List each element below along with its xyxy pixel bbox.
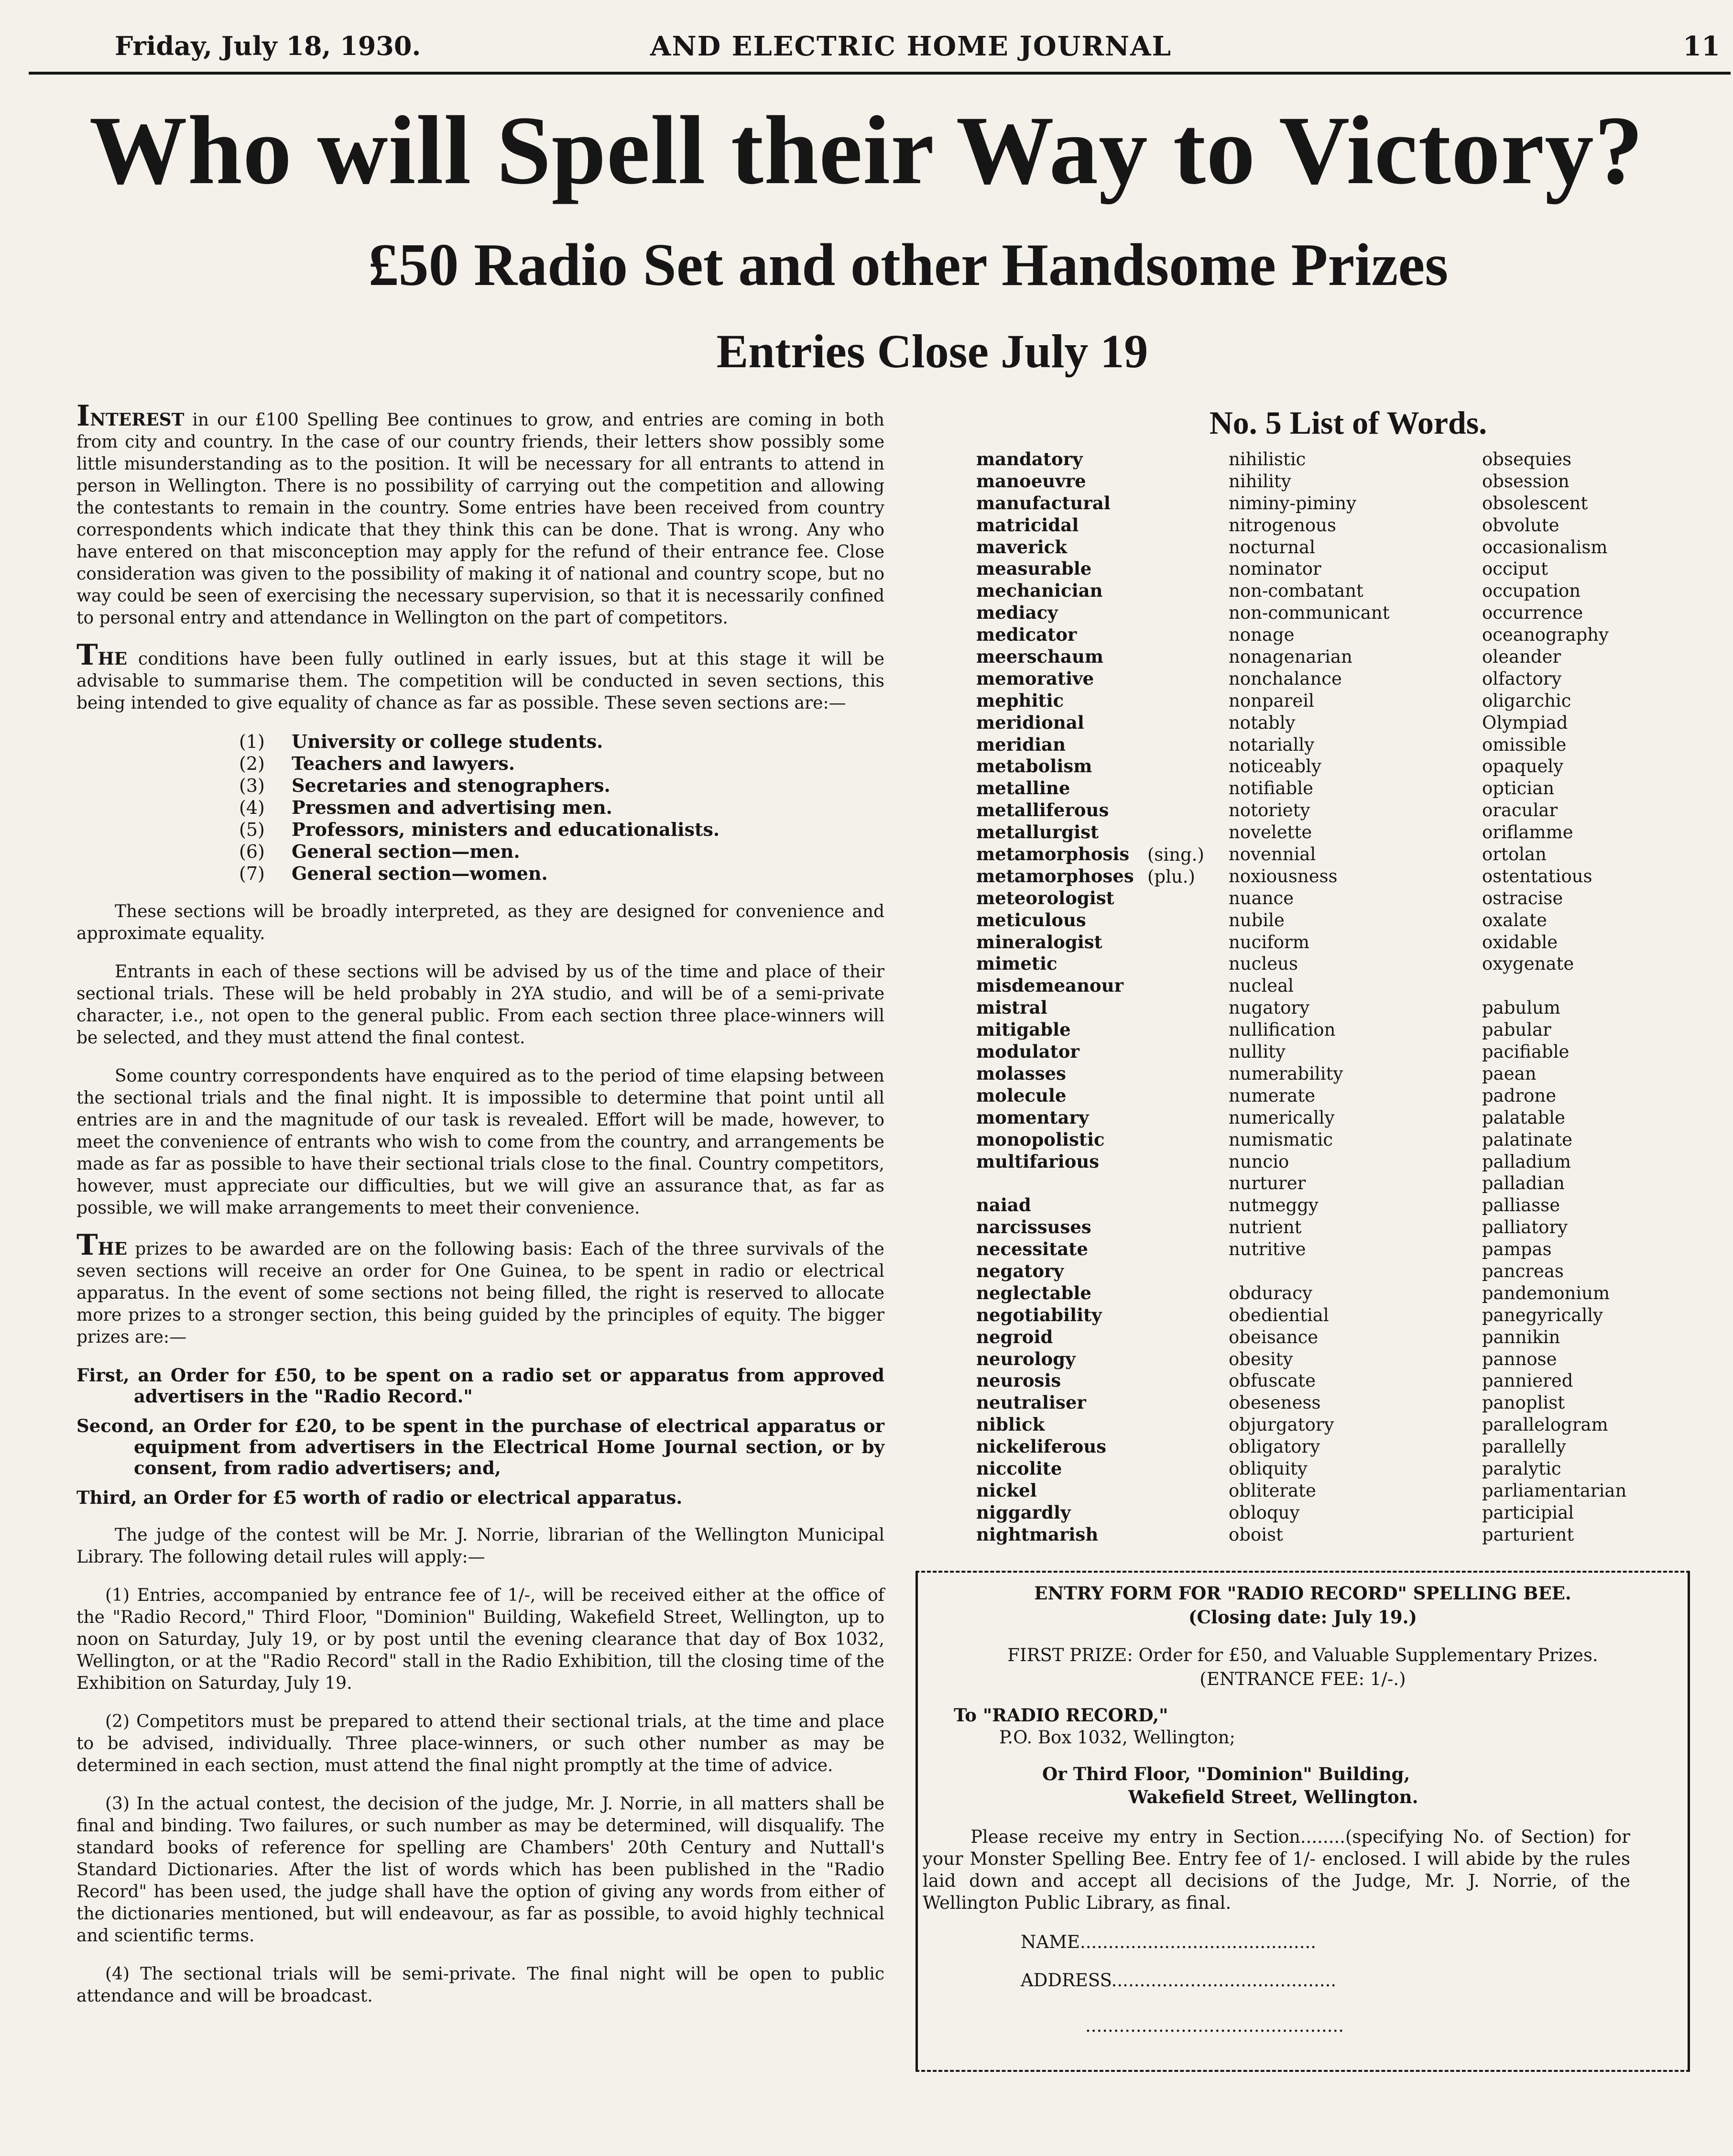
word-item: pampas (1482, 1239, 1552, 1260)
word-item: negroid (976, 1326, 1053, 1347)
word-item: necessitate (976, 1238, 1088, 1260)
lead-caps: HE (98, 1239, 128, 1259)
word-item: manoeuvre (976, 470, 1086, 492)
form-to: To "RADIO RECORD," (954, 1705, 1168, 1726)
name-field[interactable] (1021, 1931, 1316, 1953)
word-item: obloquy (1229, 1502, 1300, 1523)
word-item: nullity (1229, 1041, 1286, 1062)
drop-cap: T (76, 1228, 98, 1262)
word-item: metamorphoses (976, 865, 1134, 886)
word-item: obediential (1229, 1304, 1329, 1325)
word-item: metamorphosis (976, 843, 1130, 865)
word-item: nuciform (1229, 931, 1309, 952)
word-item: obliquity (1229, 1458, 1308, 1479)
section-item (239, 753, 884, 775)
word-item: nullification (1229, 1019, 1336, 1040)
word-item: numerically (1229, 1107, 1335, 1128)
word-item: ortolan (1482, 844, 1547, 865)
third-prize: Third, an Order for £5 worth of radio or electrical apparatus. (76, 1487, 683, 1508)
issue-date: Friday, July 18, 1930. (115, 31, 421, 61)
word-item: notifiable (1229, 778, 1313, 799)
word-item: negotiability (976, 1304, 1102, 1325)
header-rule (29, 72, 1731, 75)
word-item: maverick (976, 536, 1067, 558)
entry-form (916, 1571, 1690, 2072)
paragraph-text: conditions have been fully outlined in early issues, but at this stage it will be advisable to summarise them. The competition will be conducted in seven sections, this being intended to give equality of chance as far as possible. These seven sections are:— (76, 649, 884, 713)
word-item: mediacy (976, 602, 1058, 624)
word-item: metallurgist (976, 821, 1099, 843)
form-fee: (ENTRANCE FEE: 1/-.) (1199, 1669, 1406, 1689)
address-label: ADDRESS (1021, 1970, 1112, 1991)
word-gap (1229, 1260, 1477, 1282)
word-item: non-combatant (1229, 580, 1363, 602)
word-item: palatinate (1482, 1129, 1572, 1150)
article-body (76, 399, 884, 2024)
section-number: (7) (239, 863, 265, 884)
word-list-title: No. 5 List of Words. (1209, 405, 1487, 441)
address-dots: ........................................ (1111, 1970, 1337, 1991)
word-item: occasionalism (1482, 536, 1608, 558)
word-column-1 (976, 449, 1225, 1546)
word-item: pabular (1482, 1019, 1551, 1040)
word-item: panniered (1482, 1370, 1573, 1391)
word-item: numismatic (1229, 1129, 1333, 1150)
section-item (239, 863, 884, 885)
word-item: obsolescent (1482, 492, 1588, 514)
name-label: NAME (1021, 1932, 1080, 1952)
word-item: mandatory (976, 449, 1083, 470)
word-item: neurology (976, 1348, 1076, 1369)
word-item: nonpareil (1229, 690, 1314, 711)
word-item: nugatory (1229, 997, 1310, 1018)
word-item: palladium (1482, 1151, 1571, 1172)
word-item: memorative (976, 668, 1094, 689)
word-item: metalliferous (976, 799, 1109, 821)
rule-1: (1) Entries, accompanied by entrance fee of 1/-, will be received either at the office of the "Radio Record," Third Floor, "Dominion" Building, Wakefield Street, Wellington, up to noon on Saturday, July 19, or by post until the evening clearance that day of Box 1032, Wellington, or at the "Radio Record" stall in the Radio Exhibition, till the closing time of the Exhibition on Saturday, July 19. (76, 1586, 884, 1693)
word-item: parliamentarian (1482, 1480, 1627, 1501)
word-item: padrone (1482, 1085, 1557, 1106)
word-item: oligarchic (1482, 690, 1571, 711)
word-item: numerability (1229, 1063, 1343, 1084)
word-item: narcissuses (976, 1216, 1091, 1238)
word-item: mistral (976, 997, 1047, 1018)
word-item: nuncio (1229, 1151, 1289, 1172)
word-item: obesity (1229, 1348, 1293, 1369)
word-item: obeseness (1229, 1392, 1321, 1413)
word-item: paralytic (1482, 1458, 1561, 1479)
section-number: (4) (239, 797, 265, 818)
word-item: palliatory (1482, 1217, 1568, 1238)
word-item: niblick (976, 1414, 1045, 1435)
word-item: Olympiad (1482, 712, 1568, 733)
word-item: paean (1482, 1063, 1537, 1084)
word-item: oleander (1482, 646, 1561, 668)
word-item: nuance (1229, 887, 1294, 908)
word-item: nominator (1229, 558, 1321, 580)
lead-caps: NTEREST (90, 410, 185, 430)
word-item: monopolistic (976, 1128, 1105, 1150)
address-field[interactable] (1021, 1970, 1336, 1992)
word-item: neurosis (976, 1370, 1061, 1391)
word-item: nonagenarian (1229, 646, 1352, 668)
word-item: mimetic (976, 953, 1057, 974)
word-item: meridian (976, 733, 1066, 755)
word-item: neglectable (976, 1282, 1091, 1303)
paragraph-3: These sections will be broadly interpreted, as they are designed for convenience and approximate equality. (76, 902, 884, 943)
subheadline: £50 Radio Set and other Handsome Prizes (368, 232, 1449, 298)
word-item: nutritive (1229, 1239, 1306, 1260)
word-gap (1482, 975, 1731, 997)
word-item: novelette (1229, 822, 1312, 843)
word-item: notoriety (1229, 800, 1310, 821)
sections-list (76, 731, 884, 885)
second-prize: Second, an Order for £20, to be spent in the purchase of electrical apparatus or equipment from advertisers in the Electrical Home Journal section, or by consent, from radio advertisers; and, (76, 1415, 884, 1478)
plural-note: (plu.) (1147, 866, 1195, 887)
form-first-prize: FIRST PRIZE: Order for £50, and Valuable Supplementary Prizes. (1007, 1645, 1598, 1665)
page-number: 11 (1683, 31, 1720, 62)
word-item: misdemeanour (976, 975, 1124, 996)
rule-3: (3) In the actual contest, the decision of the judge, Mr. J. Norrie, in all matters shall be final and binding. Two failures, or such number as may be determined, will disqualify. The standard books of reference for spelling are Chambers' 20th Century and Nuttall's Standard Dictionaries. After the list of words which has been published in the "Radio Record" has been used, the judge shall have the option of giving any words from either of the dictionaries mentioned, but will endeavour, as far as possible, to avoid highly technical and scientific terms. (76, 1794, 884, 1946)
section-label: Teachers and lawyers. (292, 753, 515, 774)
form-box: P.O. Box 1032, Wellington; (999, 1727, 1235, 1748)
word-item: meerschaum (976, 646, 1104, 668)
word-item: obligatory (1229, 1436, 1320, 1457)
form-title: ENTRY FORM FOR "RADIO RECORD" SPELLING BEE. (1034, 1583, 1571, 1604)
section-number: (2) (239, 753, 265, 774)
paragraph-text: in our £100 Spelling Bee continues to grow, and entries are coming in both from city and country. In the case of our country friends, their letters show possibly some little misunderstanding as to the position. It will be necessary for all entrants to attend in person in Wellington. There is no possibility of carrying out the competition and allowing the contestants to remain in the country. Some entries have been received from country correspondents which indicate that they think this can be done. That is wrong. Any who have entered on that misconception may apply for the refund of their entrance fee. Close consideration was given to the possibility of making it of national and country scope, but no way could be seen of exercising the necessary supervision, so that it is necessarily confined to personal entry and attendance in Wellington on the part of competitors. (76, 410, 884, 628)
word-item: palliasse (1482, 1195, 1560, 1216)
word-item: objurgatory (1229, 1414, 1334, 1435)
word-item: niminy-piminy (1229, 492, 1356, 514)
word-item: naiad (976, 1194, 1031, 1216)
word-item: pacifiable (1482, 1041, 1570, 1062)
word-item: niccolite (976, 1457, 1062, 1479)
word-item: ostracise (1482, 887, 1563, 908)
word-item: nihility (1229, 471, 1291, 492)
drop-cap: I (76, 399, 90, 433)
word-item: nitrogenous (1229, 514, 1336, 536)
word-gap (976, 1172, 1225, 1194)
word-item: nutrient (1229, 1217, 1302, 1238)
word-item: oxidable (1482, 931, 1558, 952)
word-item: nubile (1229, 909, 1285, 930)
word-item: nihilistic (1229, 449, 1306, 470)
word-item: nocturnal (1229, 536, 1315, 558)
word-item: obsession (1482, 471, 1570, 492)
word-item: nurturer (1229, 1173, 1306, 1194)
section-item (239, 797, 884, 819)
word-item: measurable (976, 558, 1092, 580)
word-item: oracular (1482, 800, 1558, 821)
word-item: multifarious (976, 1150, 1100, 1172)
paragraph-6 (76, 1228, 884, 1348)
word-item: parallelogram (1482, 1414, 1608, 1435)
word-item: nonage (1229, 624, 1295, 646)
section-number: (5) (239, 819, 265, 840)
publication-title: AND ELECTRIC HOME JOURNAL (650, 31, 1172, 62)
section-number: (6) (239, 841, 265, 862)
word-item: obsequies (1482, 449, 1572, 470)
section-item (239, 819, 884, 841)
lead-caps: HE (98, 649, 128, 669)
word-item: mephitic (976, 689, 1064, 711)
word-item: optician (1482, 778, 1555, 799)
word-item: obeisance (1229, 1326, 1319, 1347)
word-item: meridional (976, 711, 1084, 733)
word-item: meteorologist (976, 887, 1114, 908)
word-item: notarially (1229, 734, 1315, 755)
singular-note: (sing.) (1147, 844, 1204, 865)
section-label: Secretaries and stenographers. (292, 775, 610, 796)
word-item: mineralogist (976, 931, 1102, 952)
word-item: parturient (1482, 1524, 1574, 1545)
word-item: oceanography (1482, 624, 1609, 646)
paragraph-text: prizes to be awarded are on the following basis: Each of the three survivals of the seven sections will receive an order for One Guinea, to be spent in radio or electrical apparatus. In the event of some sections not being filled, the right is reserved to allocate more prizes to a stronger section, this being guided by the principles of equity. The bigger prizes are:— (76, 1239, 884, 1347)
word-item: omissible (1482, 734, 1567, 755)
paragraph-5: Some country correspondents have enquired as to the period of time elapsing between the sectional trials and the final night. It is impossible to determine that point until all entries are in and the magnitude of our task is revealed. Effort will be made, however, to meet the convenience of entrants who wish to come from the country, and arrangements be made as far as possible to have their sectional trials close to the final. Country competitors, however, must appreciate our difficulties, but we will give an assurance that, as far as possible, we will make arrangements to meet their convenience. (76, 1066, 884, 1218)
word-column-3 (1482, 449, 1731, 1546)
paragraph-4: Entrants in each of these sections will be advised by us of the time and place of their sectional trials. These will be held probably in 2YA studio, and will be of a semi-private character, i.e., not open to the general public. From each section three place-winners will be selected, and they must attend the final contest. (76, 962, 884, 1048)
name-dots: .......................................... (1080, 1932, 1316, 1952)
section-item (239, 841, 884, 863)
word-item: noxiousness (1229, 865, 1338, 886)
word-item: nonchalance (1229, 668, 1342, 689)
form-address-2: Wakefield Street, Wellington. (1128, 1786, 1418, 1807)
section-item (239, 775, 884, 797)
word-item: nickel (976, 1479, 1037, 1501)
word-item: pandemonium (1482, 1282, 1610, 1303)
section-label: Professors, ministers and educationalists. (292, 819, 720, 840)
word-item: oboist (1229, 1524, 1283, 1545)
word-item: metabolism (976, 755, 1092, 777)
entries-close: Entries Close July 19 (716, 325, 1148, 378)
word-item: meticulous (976, 909, 1086, 930)
word-item: neutraliser (976, 1392, 1086, 1413)
word-item: palatable (1482, 1107, 1565, 1128)
word-item: pancreas (1482, 1260, 1564, 1281)
form-address-1: Or Third Floor, "Dominion" Building, (1042, 1763, 1410, 1784)
word-item: molasses (976, 1062, 1066, 1084)
word-item: parallelly (1482, 1436, 1566, 1457)
word-item: molecule (976, 1084, 1067, 1106)
word-item: mitigable (976, 1019, 1071, 1040)
word-item: nutmeggy (1229, 1195, 1319, 1216)
word-item: oxalate (1482, 909, 1547, 930)
word-item: nucleus (1229, 953, 1298, 974)
word-item: obliterate (1229, 1480, 1316, 1501)
word-item: pannose (1482, 1348, 1557, 1369)
word-item: niggardly (976, 1501, 1071, 1523)
section-label: Pressmen and advertising men. (292, 797, 612, 818)
word-item: occiput (1482, 558, 1548, 580)
word-item: nickeliferous (976, 1436, 1107, 1457)
word-item: pabulum (1482, 997, 1561, 1018)
word-item: oriflamme (1482, 822, 1573, 843)
drop-cap: T (76, 638, 98, 672)
word-item: panegyrically (1482, 1304, 1603, 1325)
word-item: notably (1229, 712, 1296, 733)
word-item: obfuscate (1229, 1370, 1316, 1391)
paragraph-1 (76, 399, 884, 629)
word-item: palladian (1482, 1173, 1565, 1194)
word-item: pannikin (1482, 1326, 1560, 1347)
section-label: General section—women. (292, 863, 548, 884)
word-item: obduracy (1229, 1282, 1312, 1303)
section-item (239, 731, 884, 753)
word-item: olfactory (1482, 668, 1562, 689)
form-closing-date: (Closing date: July 19.) (1188, 1607, 1417, 1628)
word-item: manufactural (976, 492, 1111, 514)
word-item: obvolute (1482, 514, 1559, 536)
word-column-2 (1229, 449, 1477, 1546)
word-item: medicator (976, 624, 1077, 646)
word-item: negatory (976, 1260, 1064, 1281)
word-item: mechanician (976, 580, 1103, 602)
rule-2: (2) Competitors must be prepared to attend their sectional trials, at the time and place to be advised, individually. Three place-winners, or such other number as may be determined in each section, must attend the final night promptly at the time of advice. (76, 1712, 884, 1775)
form-body: Please receive my entry in Section........(specifying No. of Section) for your Monster Spelling Bee. Entry fee of 1/- enclosed. I will abide by the rules laid down and accept all decisions of the Judge, Mr. J. Norrie, of the Wellington Public Library, as final. (923, 1827, 1630, 1913)
section-number: (1) (239, 731, 265, 752)
word-item: modulator (976, 1041, 1079, 1062)
word-item: novennial (1229, 844, 1316, 865)
word-item: oxygenate (1482, 953, 1574, 974)
address-line-2[interactable]: .............................................. (1085, 2015, 1344, 2036)
word-item: matricidal (976, 514, 1079, 536)
word-item: non-communicant (1229, 602, 1390, 624)
word-item: participial (1482, 1502, 1574, 1523)
word-item: momentary (976, 1106, 1089, 1128)
word-item: nucleal (1229, 975, 1294, 996)
headline: Who will Spell their Way to Victory? (89, 96, 1644, 205)
section-label: General section—men. (292, 841, 520, 862)
word-item: noticeably (1229, 756, 1321, 777)
section-label: University or college students. (292, 731, 603, 752)
word-item: occurrence (1482, 602, 1583, 624)
word-item: numerate (1229, 1085, 1316, 1106)
paragraph-7: The judge of the contest will be Mr. J. Norrie, librarian of the Wellington Municipal Library. The following detail rules will apply:— (76, 1525, 884, 1567)
word-item: nightmarish (976, 1523, 1099, 1545)
word-item: opaquely (1482, 756, 1564, 777)
rule-4: (4) The sectional trials will be semi-private. The final night will be open to public attendance and will be broadcast. (76, 1964, 884, 2006)
paragraph-2 (76, 638, 884, 714)
word-item: metalline (976, 777, 1070, 799)
word-item: panoplist (1482, 1392, 1565, 1413)
word-item: occupation (1482, 580, 1581, 602)
word-item: ostentatious (1482, 865, 1592, 886)
section-number: (3) (239, 775, 265, 796)
first-prize: First, an Order for £50, to be spent on a radio set or apparatus from approved advertisers in the "Radio Record." (76, 1365, 884, 1407)
